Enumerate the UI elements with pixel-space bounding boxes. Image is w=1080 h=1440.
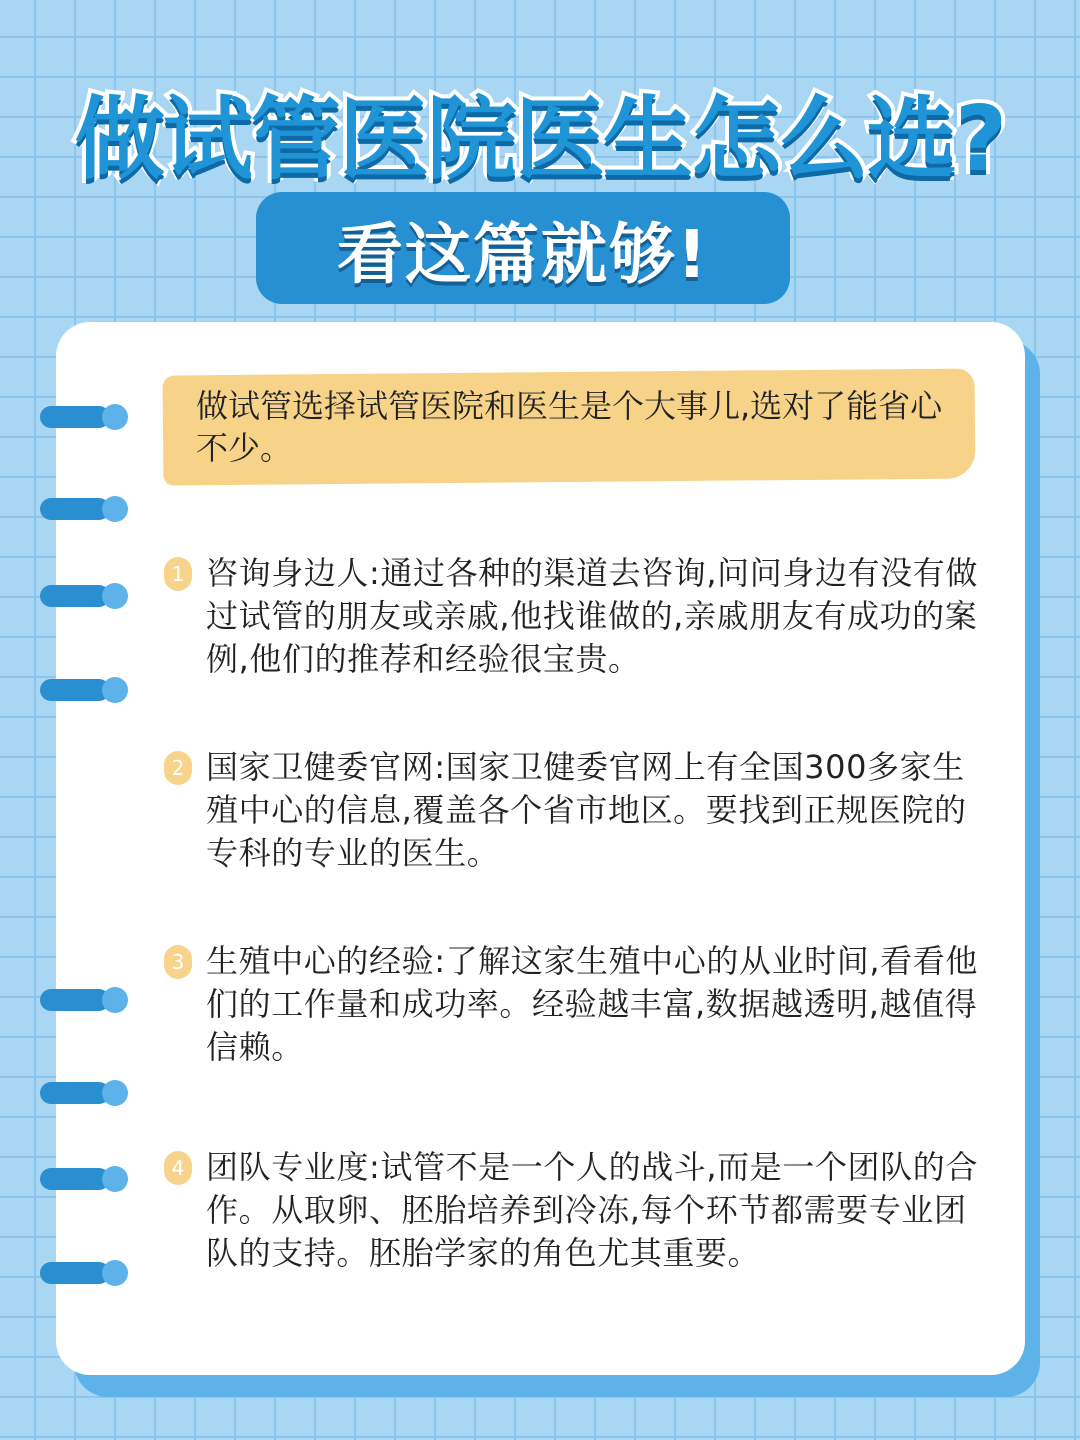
binder-ring bbox=[40, 404, 122, 430]
item-text: 国家卫健委官网:国家卫健委官网上有全国300多家生殖中心的信息,覆盖各个省市地区。要找到正规医院的专科的专业的医生。 bbox=[206, 748, 967, 872]
intro-text: 做试管选择试管医院和医生是个大事儿,选对了能省心不少。 bbox=[196, 387, 943, 467]
binder-ring bbox=[40, 1080, 122, 1106]
binder-ring bbox=[40, 1166, 122, 1192]
item-number-badge: 4 bbox=[164, 1151, 192, 1185]
subtitle-banner bbox=[256, 192, 790, 304]
page-subtitle: 看这篇就够! bbox=[336, 215, 710, 293]
binder-ring bbox=[40, 677, 122, 703]
item-text: 团队专业度:试管不是一个人的战斗,而是一个团队的合作。从取卵、胚胎培养到冷冻,每个环节都需要专业团队的支持。胚胎学家的角色尤其重要。 bbox=[206, 1148, 978, 1272]
item-number-badge: 1 bbox=[164, 557, 192, 591]
binder-ring bbox=[40, 1260, 122, 1286]
list-item bbox=[164, 940, 984, 1069]
item-number-badge: 2 bbox=[164, 751, 192, 785]
list-item bbox=[164, 1146, 984, 1275]
binder-ring bbox=[40, 987, 122, 1013]
item-text: 咨询身边人:通过各种的渠道去咨询,问问身边有没有做过试管的朋友或亲戚,他找谁做的,亲戚朋友有成功的案例,他们的推荐和经验很宝贵。 bbox=[206, 554, 978, 678]
binder-ring bbox=[40, 583, 122, 609]
page-title: 做试管医院医生怎么选? bbox=[74, 87, 1006, 192]
list-item bbox=[164, 552, 984, 681]
list-item bbox=[164, 746, 984, 875]
item-text: 生殖中心的经验:了解这家生殖中心的从业时间,看看他们的工作量和成功率。经验越丰富,数据越透明,越值得信赖。 bbox=[206, 942, 978, 1066]
item-number-badge: 3 bbox=[164, 945, 192, 979]
binder-ring bbox=[40, 496, 122, 522]
